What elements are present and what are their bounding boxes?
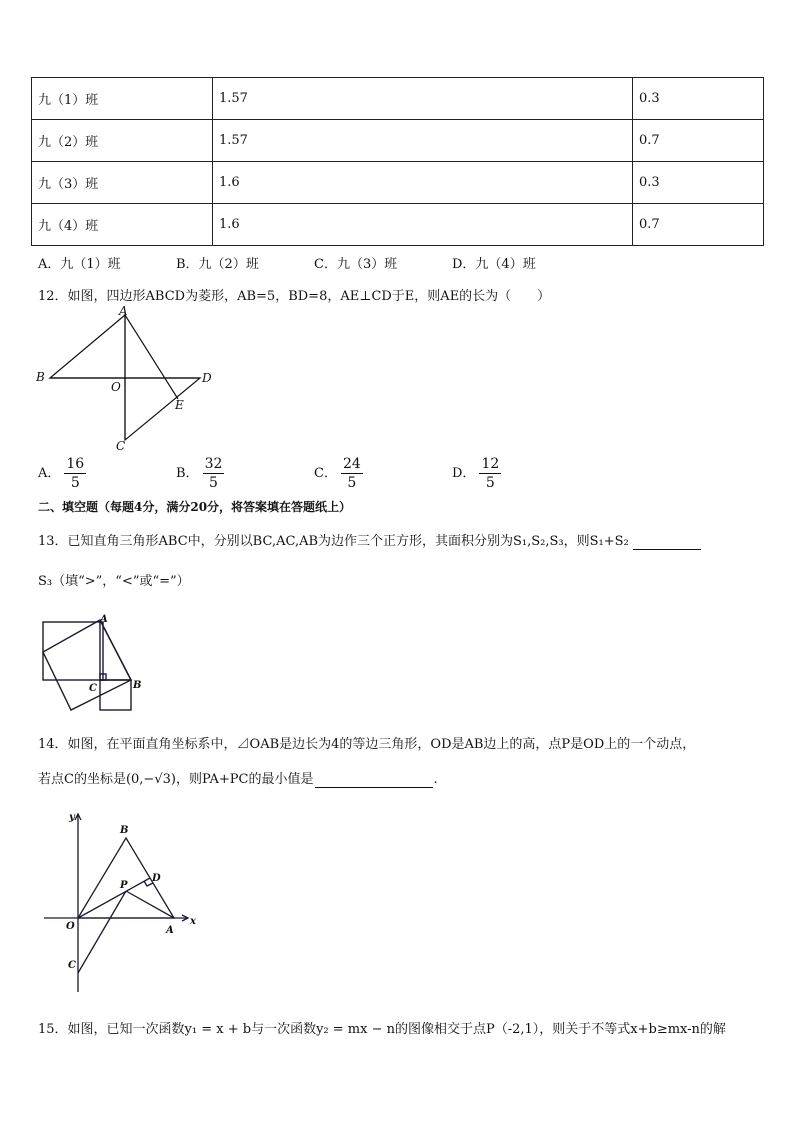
point-label-b: B bbox=[120, 825, 129, 836]
q14-text: 若点C的坐标是(0,−√3)，则PA+PC的最小值是 bbox=[38, 772, 314, 787]
q12-choices bbox=[38, 455, 758, 495]
choice-a[interactable]: A．九（1）班 bbox=[38, 257, 121, 272]
period: . bbox=[433, 772, 438, 787]
point-label-a: A bbox=[166, 925, 174, 936]
fraction bbox=[479, 455, 501, 492]
point-label-c: C bbox=[89, 683, 97, 694]
denominator: 5 bbox=[70, 475, 80, 491]
table-cell: 九（1）班 bbox=[32, 78, 213, 120]
fraction bbox=[64, 455, 86, 492]
q15-stem-line1: 15．如图，已知一次函数y₁ = x + b与一次函数y₂ = mx − n的图像相交于点P（-2,1），则关于不等式x+b≥mx-n的解 bbox=[38, 1022, 726, 1037]
point-label-c: C bbox=[116, 439, 126, 453]
table-row bbox=[32, 204, 764, 246]
q12-stem: 12．如图，四边形ABCD为菱形，AB=5，BD=8，AE⊥CD于E，则AE的长为（ ） bbox=[38, 289, 551, 304]
table-cell: 1.57 bbox=[213, 120, 633, 162]
choice-d[interactable]: D．九（4）班 bbox=[452, 257, 536, 272]
table-cell: 0.3 bbox=[633, 162, 764, 204]
square-on-bc bbox=[100, 680, 131, 710]
choice-d[interactable] bbox=[452, 455, 501, 492]
choice-letter: C． bbox=[314, 466, 337, 481]
segment-pc bbox=[78, 891, 126, 973]
fraction bbox=[341, 455, 363, 492]
table-cell: 0.7 bbox=[633, 120, 764, 162]
denominator: 5 bbox=[485, 475, 495, 491]
denominator: 5 bbox=[347, 475, 357, 491]
table-cell: 九（4）班 bbox=[32, 204, 213, 246]
table-row bbox=[32, 162, 764, 204]
q13-stem-line1 bbox=[38, 530, 701, 550]
table-cell: 1.57 bbox=[213, 78, 633, 120]
choice-c[interactable] bbox=[314, 455, 363, 492]
q11-choices bbox=[38, 253, 758, 273]
axis-label-y: y bbox=[69, 812, 75, 823]
choice-c[interactable]: C．九（3）班 bbox=[314, 257, 398, 272]
choice-letter: A． bbox=[38, 466, 61, 481]
point-label-p: P bbox=[120, 880, 128, 891]
choice-letter: B． bbox=[176, 466, 199, 481]
triangle-abc bbox=[100, 620, 131, 680]
rhombus-diagram bbox=[30, 305, 220, 455]
table-cell: 九（2）班 bbox=[32, 120, 213, 162]
numerator: 12 bbox=[481, 456, 500, 472]
segment-pa bbox=[126, 891, 174, 918]
point-label-d: D bbox=[202, 371, 212, 385]
point-label-a: A bbox=[119, 305, 128, 318]
point-label-o: O bbox=[66, 921, 75, 932]
table-row bbox=[32, 78, 764, 120]
choice-a[interactable] bbox=[38, 455, 86, 492]
squares-diagram bbox=[38, 612, 158, 717]
q13-text: 13．已知直角三角形ABC中，分别以BC,AC,AB为边作三个正方形，其面积分别为S₁,S₂,S₃，则S₁+S₂ bbox=[38, 534, 629, 549]
point-label-e: E bbox=[175, 398, 184, 412]
answer-blank[interactable] bbox=[315, 772, 433, 788]
answer-blank[interactable] bbox=[633, 534, 701, 550]
axis-label-x: x bbox=[190, 916, 196, 927]
point-label-b: B bbox=[133, 680, 142, 691]
numerator: 32 bbox=[204, 456, 223, 472]
class-score-table bbox=[31, 77, 764, 246]
numerator: 16 bbox=[66, 456, 85, 472]
point-label-b: B bbox=[36, 370, 45, 384]
numerator: 24 bbox=[342, 456, 361, 472]
choice-b[interactable]: B．九（2）班 bbox=[176, 257, 259, 272]
point-label-o: O bbox=[111, 380, 121, 394]
q14-stem-line2 bbox=[38, 768, 438, 788]
point-label-a: A bbox=[100, 614, 108, 625]
table-cell: 0.7 bbox=[633, 204, 764, 246]
fraction bbox=[203, 455, 225, 492]
point-label-d: D bbox=[152, 873, 161, 884]
table-row bbox=[32, 120, 764, 162]
segment-ae bbox=[125, 315, 178, 399]
square-on-ab bbox=[43, 620, 131, 710]
choice-letter: D． bbox=[452, 466, 476, 481]
section-heading: 二、填空题（每题4分，满分20分，将答案填在答题纸上） bbox=[38, 500, 352, 514]
denominator: 5 bbox=[209, 475, 218, 491]
table-cell: 1.6 bbox=[213, 204, 633, 246]
choice-b[interactable] bbox=[176, 455, 224, 492]
coordinate-diagram bbox=[40, 808, 210, 998]
table-cell: 1.6 bbox=[213, 162, 633, 204]
q14-stem-line1: 14．如图，在平面直角坐标系中，⊿OAB是边长为4的等边三角形，OD是AB边上的高，点P是OD上的一个动点， bbox=[38, 737, 696, 752]
table-cell: 九（3）班 bbox=[32, 162, 213, 204]
point-label-c: C bbox=[68, 960, 76, 971]
table-cell: 0.3 bbox=[633, 78, 764, 120]
q13-stem-line2: S₃（填“>”，“<”或“=”） bbox=[38, 574, 190, 589]
